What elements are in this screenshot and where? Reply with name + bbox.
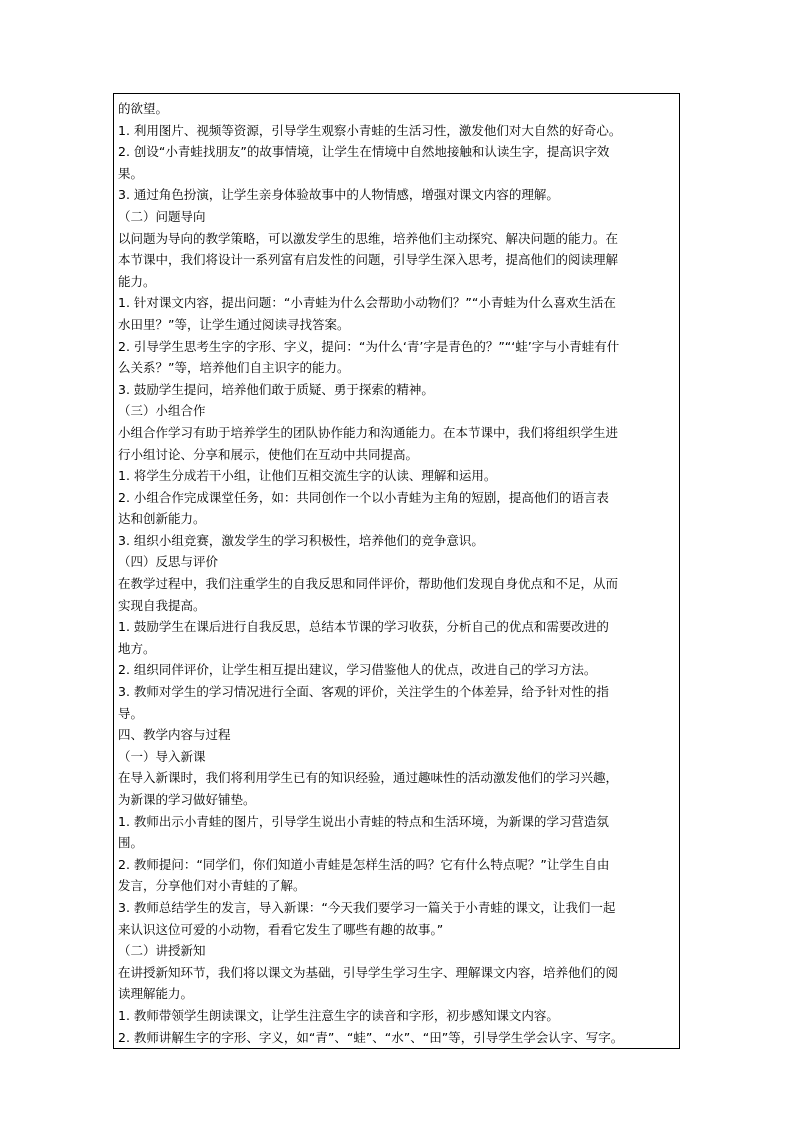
text-line: （四）反思与评价	[118, 554, 219, 570]
text-line: 1. 鼓励学生在课后进行自我反思，总结本节课的学习收获，分析自己的优点和需要改进的	[118, 619, 609, 635]
text-line: 3. 教师对学生的学习情况进行全面、客观的评价，关注学生的个体差异，给予针对性的指	[118, 684, 609, 700]
text-line: 2. 教师提问：“同学们，你们知道小青蛙是怎样生活的吗？它有什么特点呢？”让学生自由	[118, 856, 610, 872]
text-line: 1. 将学生分成若干小组，让他们互相交流生字的认读、理解和运用。	[118, 468, 497, 484]
table-row	[114, 94, 680, 1049]
text-line: 3. 组织小组竞赛，激发学生的学习积极性，培养他们的竞争意识。	[118, 532, 484, 548]
text-block	[114, 94, 679, 1048]
text-line: 3. 教师总结学生的发言，导入新课：“今天我们要学习一篇关于小青蛙的课文，让我们一起	[118, 899, 616, 915]
text-line: 3. 通过角色扮演，让学生亲身体验故事中的人物情感，增强对课文内容的理解。	[118, 187, 559, 203]
text-line: 1. 针对课文内容，提出问题：“小青蛙为什么会帮助小动物们？”“小青蛙为什么喜欢生活在	[118, 295, 616, 311]
text-line: 在讲授新知环节，我们将以课文为基础，引导学生学习生字、理解课文内容，培养他们的阅	[118, 964, 619, 980]
text-line: 导。	[118, 705, 144, 721]
text-line: 果。	[118, 165, 144, 181]
text-line: 来认识这位可爱的小动物，看看它发生了哪些有趣的故事。”	[118, 921, 444, 937]
text-line: 1. 教师出示小青蛙的图片，引导学生说出小青蛙的特点和生活环境，为新课的学习营造氛	[118, 813, 609, 829]
text-line: 水田里？”等，让学生通过阅读寻找答案。	[118, 316, 350, 332]
text-line: 围。	[118, 835, 144, 851]
text-line: （三）小组合作	[118, 403, 206, 419]
text-line: 地方。	[118, 640, 156, 656]
text-line: 2. 组织同伴评价，让学生相互提出建议，学习借鉴他人的优点，改进自己的学习方法。	[118, 662, 597, 678]
text-line: 1. 教师带领学生朗读课文，让学生注意生字的读音和字形，初步感知课文内容。	[118, 1007, 559, 1023]
text-line: 实现自我提高。	[118, 597, 206, 613]
text-line: 么关系？”等，培养他们自主识字的能力。	[118, 360, 350, 376]
text-line: 2. 小组合作完成课堂任务，如：共同创作一个以小青蛙为主角的短剧，提高他们的语言表	[118, 489, 609, 505]
text-line: 四、教学内容与过程	[118, 727, 231, 743]
text-line: 2. 创设“小青蛙找朋友”的故事情境，让学生在情境中自然地接触和认读生字，提高识字效	[118, 144, 610, 160]
table-cell	[114, 94, 680, 1049]
text-line: 在导入新课时，我们将利用学生已有的知识经验，通过趣味性的活动激发他们的学习兴趣，	[118, 770, 619, 786]
text-line: 小组合作学习有助于培养学生的团队协作能力和沟通能力。在本节课中，我们将组织学生进	[118, 424, 619, 440]
text-line: 达和创新能力。	[118, 511, 206, 527]
text-line: 发言，分享他们对小青蛙的了解。	[118, 878, 306, 894]
text-line: （二）问题导向	[118, 208, 206, 224]
text-line: 1. 利用图片、视频等资源，引导学生观察小青蛙的生活习性，激发他们对大自然的好奇心。	[118, 122, 622, 138]
text-line: 行小组讨论、分享和展示，使他们在互动中共同提高。	[118, 446, 419, 462]
text-line: （二）讲授新知	[118, 943, 206, 959]
text-line: 的欲望。	[118, 101, 169, 116]
text-line: 读理解能力。	[118, 986, 194, 1002]
text-line: 2. 教师讲解生字的字形、字义，如“青”、“蛙”、“水”、“田”等，引导学生学会认字、写字。	[118, 1029, 624, 1045]
text-line: 3. 鼓励学生提问，培养他们敢于质疑、勇于探索的精神。	[118, 381, 434, 397]
text-line: （一）导入新课	[118, 748, 206, 764]
text-line: 2. 引导学生思考生字的字形、字义，提问：“为什么‘青’字是青色的？”“‘蛙’字与小青蛙有什	[118, 338, 620, 354]
text-line: 在教学过程中，我们注重学生的自我反思和同伴评价，帮助他们发现自身优点和不足，从而	[118, 576, 619, 592]
text-line: 为新课的学习做好铺垫。	[118, 792, 256, 807]
content-table	[113, 93, 680, 1049]
text-line: 本节课中，我们将设计一系列富有启发性的问题，引导学生深入思考，提高他们的阅读理解	[118, 252, 619, 268]
text-line: 以问题为导向的教学策略，可以激发学生的思维，培养他们主动探究、解决问题的能力。在	[118, 230, 619, 246]
text-line: 能力。	[118, 273, 156, 289]
